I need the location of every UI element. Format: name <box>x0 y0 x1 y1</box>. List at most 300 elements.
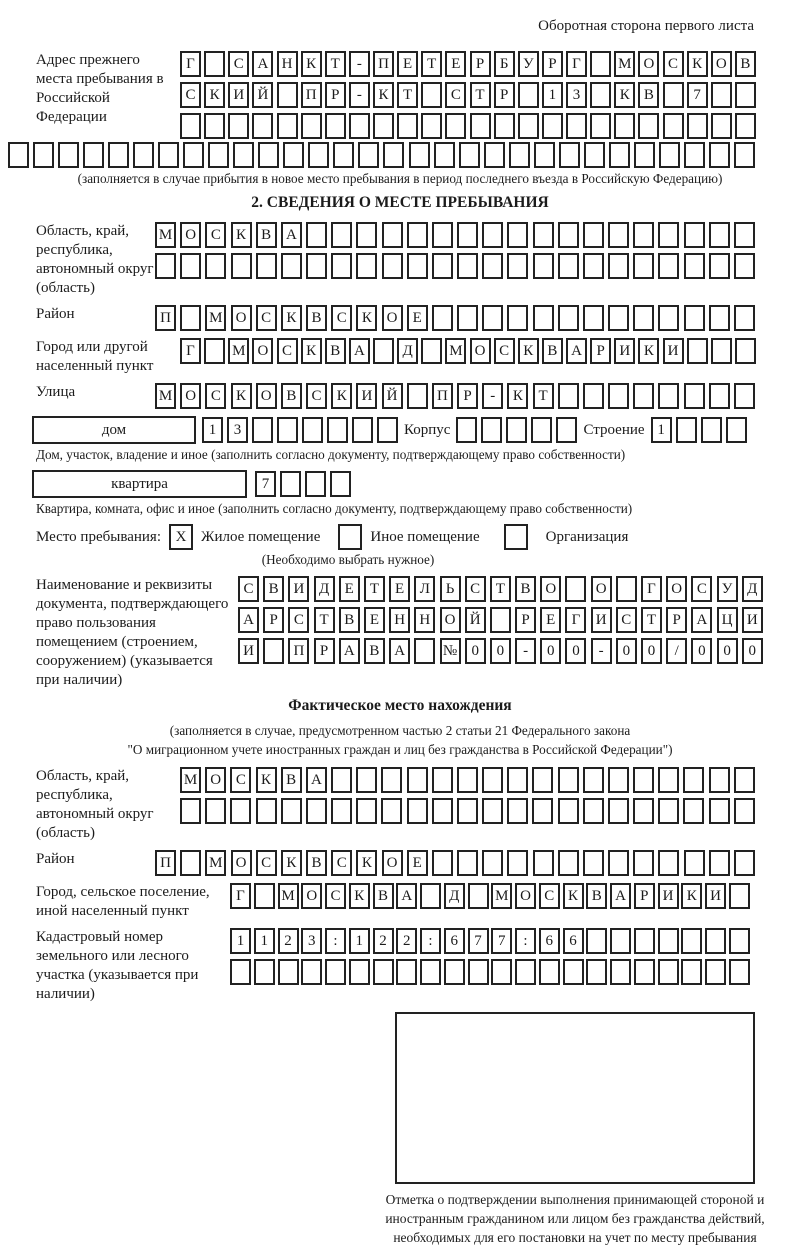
char-cell: И <box>591 607 612 633</box>
char-cell: П <box>373 51 394 77</box>
char-cell <box>330 471 351 497</box>
header-note: Оборотная сторона первого листа <box>538 18 754 34</box>
char-cell <box>684 305 705 331</box>
char-cell: И <box>658 883 679 909</box>
prev-address-row-1 <box>180 51 756 77</box>
char-cell: О <box>540 576 561 602</box>
char-cell: М <box>205 305 226 331</box>
char-cell: - <box>349 82 370 108</box>
char-cell <box>352 417 373 443</box>
char-cell <box>205 253 226 279</box>
char-cell <box>734 850 755 876</box>
oblast-grid <box>155 222 755 279</box>
char-cell: Б <box>494 51 515 77</box>
char-cell <box>180 305 201 331</box>
char-cell <box>701 417 722 443</box>
char-cell: И <box>238 638 259 664</box>
char-cell <box>586 928 607 954</box>
char-cell <box>494 113 515 139</box>
char-cell: 0 <box>490 638 511 664</box>
char-cell: А <box>610 883 631 909</box>
char-cell: Е <box>445 51 466 77</box>
char-cell: К <box>349 883 370 909</box>
fact-title: Фактическое место нахождения <box>288 697 512 714</box>
char-cell <box>676 417 697 443</box>
char-cell <box>277 82 298 108</box>
char-cell <box>301 113 322 139</box>
char-cell <box>414 638 435 664</box>
oblast-row-1 <box>155 222 755 248</box>
char-cell <box>533 850 554 876</box>
char-cell: И <box>288 576 309 602</box>
char-cell: М <box>228 338 249 364</box>
char-cell <box>432 850 453 876</box>
char-cell: С <box>691 576 712 602</box>
char-cell <box>507 305 528 331</box>
char-cell <box>709 253 730 279</box>
char-cell: В <box>339 607 360 633</box>
char-cell <box>204 338 225 364</box>
char-cell <box>459 142 480 168</box>
char-cell <box>8 142 29 168</box>
kvartira-caption: Квартира, комната, офис и иное (заполнить согласно документу, подтверждающему право собственности) <box>36 501 633 516</box>
char-cell: 7 <box>255 471 276 497</box>
char-cell: В <box>373 883 394 909</box>
korpus-cells <box>456 417 577 443</box>
char-cell: 0 <box>717 638 738 664</box>
char-cell <box>420 959 441 985</box>
char-cell <box>407 798 428 824</box>
char-cell <box>558 383 579 409</box>
char-cell <box>711 113 732 139</box>
char-cell <box>456 417 477 443</box>
fact-oblast-block <box>8 767 792 843</box>
char-cell <box>658 798 679 824</box>
char-cell <box>277 113 298 139</box>
char-cell: В <box>364 638 385 664</box>
char-cell: / <box>666 638 687 664</box>
char-cell <box>633 253 654 279</box>
char-cell <box>407 253 428 279</box>
dom-caption: Дом, участок, владение и иное (заполнить согласно документу, подтверждающему право собственности) <box>36 447 626 462</box>
char-cell: М <box>180 767 201 793</box>
char-cell <box>383 142 404 168</box>
char-cell: В <box>515 576 536 602</box>
char-cell <box>349 113 370 139</box>
char-cell <box>457 850 478 876</box>
char-cell <box>306 253 327 279</box>
char-cell <box>658 850 679 876</box>
fact-raion-label: Район <box>36 851 75 867</box>
ulitsa-label: Улица <box>36 384 76 400</box>
fact-gorod-block <box>8 883 792 921</box>
char-cell: Т <box>325 51 346 77</box>
char-cell <box>373 959 394 985</box>
char-cell: В <box>735 51 756 77</box>
char-cell <box>208 142 229 168</box>
char-cell: С <box>256 850 277 876</box>
char-cell: В <box>306 305 327 331</box>
char-cell <box>610 928 631 954</box>
char-cell <box>228 113 249 139</box>
char-cell <box>331 767 352 793</box>
char-cell <box>558 222 579 248</box>
document-block <box>8 576 792 690</box>
char-cell: Р <box>590 338 611 364</box>
prev-address-row-3 <box>180 113 756 139</box>
char-cell <box>252 417 273 443</box>
char-cell: В <box>281 383 302 409</box>
char-cell <box>583 383 604 409</box>
char-cell: О <box>666 576 687 602</box>
char-cell <box>252 113 273 139</box>
char-cell <box>558 798 579 824</box>
char-cell <box>683 798 704 824</box>
char-cell: О <box>180 222 201 248</box>
char-cell: С <box>539 883 560 909</box>
char-cell: М <box>491 883 512 909</box>
char-cell: Е <box>389 576 410 602</box>
char-cell: В <box>306 850 327 876</box>
char-cell <box>658 383 679 409</box>
char-cell <box>711 82 732 108</box>
char-cell <box>325 113 346 139</box>
char-cell: 6 <box>539 928 560 954</box>
prev-address-block <box>8 51 792 139</box>
char-cell: 0 <box>616 638 637 664</box>
document-row-2 <box>238 607 763 633</box>
char-cell <box>566 113 587 139</box>
char-cell: 2 <box>278 928 299 954</box>
char-cell <box>254 959 275 985</box>
char-cell <box>420 883 441 909</box>
char-cell: К <box>563 883 584 909</box>
char-cell: Р <box>470 51 491 77</box>
char-cell: Н <box>389 607 410 633</box>
char-cell: : <box>515 928 536 954</box>
char-cell <box>583 222 604 248</box>
char-cell: - <box>482 383 503 409</box>
char-cell: А <box>691 607 712 633</box>
char-cell: Н <box>414 607 435 633</box>
char-cell: К <box>301 338 322 364</box>
char-cell: Т <box>314 607 335 633</box>
char-cell: Г <box>180 51 201 77</box>
char-cell <box>180 253 201 279</box>
char-cell <box>608 767 629 793</box>
oblast-block <box>8 222 792 298</box>
dom-box: дом <box>32 416 196 444</box>
char-cell <box>735 338 756 364</box>
char-cell <box>735 82 756 108</box>
char-cell <box>634 959 655 985</box>
char-cell <box>306 222 327 248</box>
char-cell: С <box>180 82 201 108</box>
char-cell: А <box>252 51 273 77</box>
char-cell <box>658 928 679 954</box>
char-cell: В <box>586 883 607 909</box>
char-cell: 0 <box>540 638 561 664</box>
char-cell <box>614 113 635 139</box>
char-cell <box>180 113 201 139</box>
char-cell <box>468 959 489 985</box>
char-cell <box>331 253 352 279</box>
char-cell <box>457 305 478 331</box>
kvartira-row <box>8 470 792 498</box>
char-cell: О <box>256 383 277 409</box>
char-cell <box>735 113 756 139</box>
document-row-1 <box>238 576 763 602</box>
stroenie-cells <box>651 417 747 443</box>
char-cell <box>204 113 225 139</box>
char-cell: М <box>614 51 635 77</box>
char-cell <box>470 113 491 139</box>
char-cell: Л <box>414 576 435 602</box>
char-cell: 0 <box>742 638 763 664</box>
char-cell <box>684 142 705 168</box>
char-cell <box>681 928 702 954</box>
gorod-block <box>8 338 792 376</box>
char-cell <box>590 51 611 77</box>
char-cell <box>306 798 327 824</box>
ulitsa-block <box>8 383 792 409</box>
char-cell: К <box>231 222 252 248</box>
kadastr-row-2 <box>230 959 750 985</box>
char-cell: В <box>256 222 277 248</box>
char-cell <box>432 253 453 279</box>
char-cell <box>432 305 453 331</box>
char-cell <box>381 798 402 824</box>
document-label: Наименование и реквизиты документа, подтверждающего право пользования помещением (строением, сооружением) (указывается при наличии) <box>36 577 229 688</box>
char-cell: А <box>339 638 360 664</box>
char-cell: 1 <box>254 928 275 954</box>
char-cell <box>729 883 750 909</box>
char-cell <box>180 798 201 824</box>
char-cell <box>734 222 755 248</box>
char-cell <box>518 113 539 139</box>
char-cell <box>281 253 302 279</box>
char-cell: Р <box>457 383 478 409</box>
char-cell <box>283 142 304 168</box>
char-cell: В <box>542 338 563 364</box>
char-cell: 1 <box>230 928 251 954</box>
char-cell <box>533 305 554 331</box>
char-cell: Т <box>490 576 511 602</box>
prev-address-extra-row <box>8 142 755 168</box>
char-cell <box>305 471 326 497</box>
char-cell <box>490 607 511 633</box>
char-cell <box>230 798 251 824</box>
char-cell: 2 <box>373 928 394 954</box>
char-cell <box>534 142 555 168</box>
char-cell: С <box>465 576 486 602</box>
char-cell: С <box>228 51 249 77</box>
char-cell <box>509 142 530 168</box>
char-cell: Е <box>397 51 418 77</box>
char-cell: О <box>252 338 273 364</box>
char-cell: Й <box>252 82 273 108</box>
char-cell <box>558 767 579 793</box>
char-cell: Й <box>465 607 486 633</box>
char-cell: О <box>382 305 403 331</box>
checkbox-inoe <box>338 524 362 550</box>
place-type-row <box>8 524 792 550</box>
char-cell <box>532 798 553 824</box>
char-cell <box>586 959 607 985</box>
char-cell <box>734 383 755 409</box>
char-cell <box>407 222 428 248</box>
gorod-label: Город или другой населенный пункт <box>36 339 154 374</box>
char-cell <box>356 253 377 279</box>
char-cell: В <box>281 767 302 793</box>
char-cell <box>230 959 251 985</box>
char-cell: К <box>281 850 302 876</box>
char-cell <box>583 253 604 279</box>
kadastr-grid <box>230 928 750 985</box>
char-cell: К <box>356 850 377 876</box>
char-cell: К <box>231 383 252 409</box>
char-cell: 2 <box>396 928 417 954</box>
char-cell <box>421 82 442 108</box>
char-cell: С <box>288 607 309 633</box>
char-cell <box>432 222 453 248</box>
char-cell: С <box>445 82 466 108</box>
char-cell: К <box>373 82 394 108</box>
char-cell <box>711 338 732 364</box>
char-cell <box>396 959 417 985</box>
char-cell <box>633 305 654 331</box>
char-cell: О <box>180 383 201 409</box>
char-cell: О <box>440 607 461 633</box>
char-cell <box>331 222 352 248</box>
char-cell: Р <box>634 883 655 909</box>
char-cell: Р <box>314 638 335 664</box>
char-cell: О <box>301 883 322 909</box>
char-cell: О <box>515 883 536 909</box>
char-cell: 7 <box>687 82 708 108</box>
stamp-area <box>395 1012 755 1184</box>
char-cell: П <box>155 850 176 876</box>
char-cell: К <box>301 51 322 77</box>
char-cell <box>734 253 755 279</box>
char-cell <box>539 959 560 985</box>
char-cell: С <box>256 305 277 331</box>
char-cell <box>583 305 604 331</box>
char-cell <box>616 576 637 602</box>
raion-block <box>8 305 792 331</box>
char-cell <box>33 142 54 168</box>
char-cell: К <box>518 338 539 364</box>
char-cell <box>608 850 629 876</box>
char-cell <box>432 798 453 824</box>
char-cell: К <box>256 767 277 793</box>
char-cell: С <box>616 607 637 633</box>
char-cell <box>705 928 726 954</box>
dom-row <box>8 416 792 444</box>
char-cell <box>407 383 428 409</box>
char-cell <box>734 767 755 793</box>
char-cell <box>356 798 377 824</box>
char-cell <box>421 338 442 364</box>
char-cell: А <box>349 338 370 364</box>
char-cell: О <box>638 51 659 77</box>
char-cell <box>204 51 225 77</box>
checkbox-zhiloe: X <box>169 524 193 550</box>
char-cell <box>663 82 684 108</box>
char-cell <box>584 142 605 168</box>
char-cell: 3 <box>566 82 587 108</box>
char-cell: В <box>638 82 659 108</box>
char-cell <box>233 142 254 168</box>
char-cell <box>608 305 629 331</box>
char-cell <box>325 959 346 985</box>
fact-gorod-row <box>230 883 750 909</box>
char-cell: А <box>389 638 410 664</box>
char-cell <box>507 767 528 793</box>
char-cell: Г <box>641 576 662 602</box>
char-cell <box>231 253 252 279</box>
char-cell <box>709 383 730 409</box>
char-cell: А <box>306 767 327 793</box>
char-cell: К <box>614 82 635 108</box>
char-cell: М <box>445 338 466 364</box>
char-cell <box>58 142 79 168</box>
char-cell: К <box>687 51 708 77</box>
char-cell <box>421 113 442 139</box>
char-cell: Й <box>382 383 403 409</box>
place-type-label: Место пребывания: <box>36 528 161 545</box>
char-cell <box>507 798 528 824</box>
char-cell: Р <box>515 607 536 633</box>
char-cell <box>633 850 654 876</box>
char-cell <box>482 305 503 331</box>
char-cell <box>457 222 478 248</box>
char-cell <box>556 417 577 443</box>
char-cell: А <box>566 338 587 364</box>
char-cell: С <box>205 222 226 248</box>
char-cell <box>687 113 708 139</box>
gorod-row <box>180 338 756 364</box>
char-cell <box>277 417 298 443</box>
prev-address-grid <box>180 51 756 139</box>
char-cell <box>634 142 655 168</box>
char-cell <box>468 883 489 909</box>
char-cell <box>542 113 563 139</box>
char-cell <box>687 338 708 364</box>
char-cell: М <box>205 850 226 876</box>
char-cell: 6 <box>563 928 584 954</box>
fact-oblast-label: Область, край, республика, автономный округ (область) <box>36 768 154 841</box>
oblast-row-2 <box>155 253 755 279</box>
fact-raion-block <box>8 850 792 876</box>
char-cell <box>356 222 377 248</box>
char-cell <box>507 850 528 876</box>
raion-row <box>155 305 755 331</box>
char-cell <box>684 253 705 279</box>
char-cell: Р <box>325 82 346 108</box>
char-cell <box>658 253 679 279</box>
char-cell: Д <box>444 883 465 909</box>
char-cell: Т <box>397 82 418 108</box>
stamp-caption: Отметка о подтверждении выполнения принимающей стороной и иностранным гражданином или лицом без гражданства действий, необходимых для его постановки на учет по месту пребывания <box>385 1192 765 1245</box>
char-cell: П <box>288 638 309 664</box>
char-cell <box>633 222 654 248</box>
char-cell <box>158 142 179 168</box>
char-cell <box>658 767 679 793</box>
char-cell: О <box>711 51 732 77</box>
char-cell: 1 <box>542 82 563 108</box>
char-cell <box>83 142 104 168</box>
